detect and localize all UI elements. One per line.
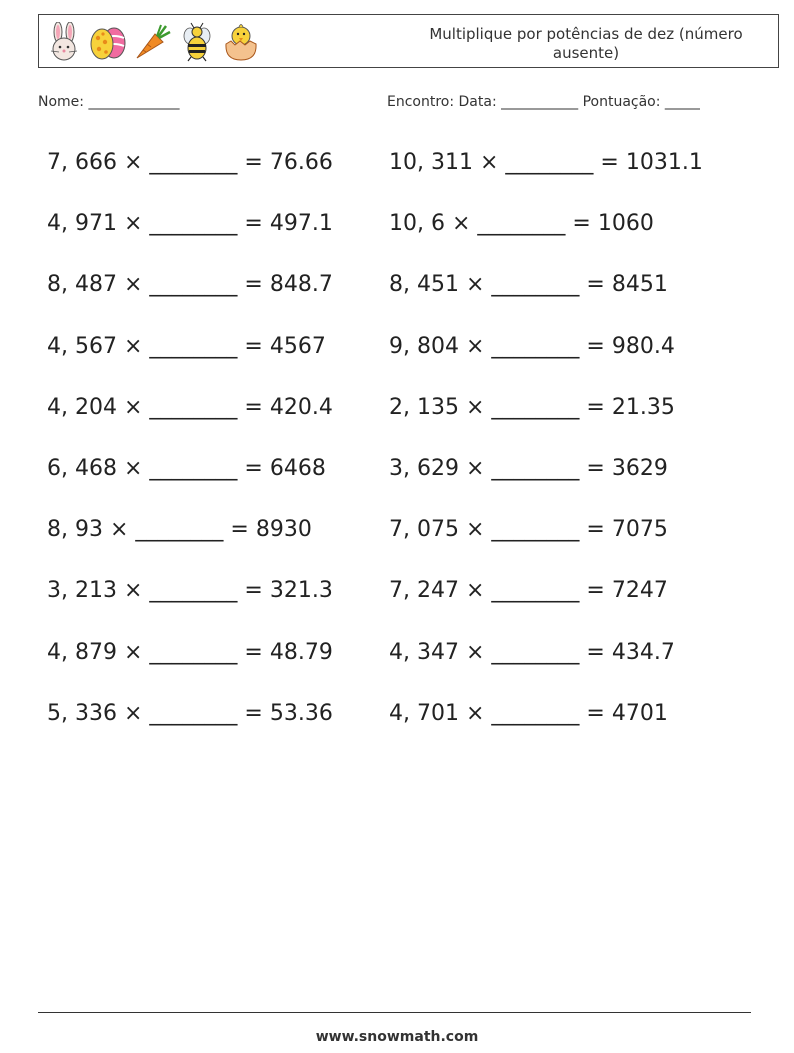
equals-symbol: = <box>600 150 619 175</box>
problem-result: 7247 <box>611 578 668 604</box>
answer-blank[interactable]: ________ <box>491 700 580 726</box>
problem-result: 497.1 <box>269 211 333 237</box>
problem-factor: 7, 666 <box>47 150 117 175</box>
equals-symbol: = <box>244 272 263 298</box>
problem-factor: 8, 487 <box>47 272 117 298</box>
answer-blank[interactable]: ________ <box>149 700 238 726</box>
problem-factor: 3, 629 <box>389 456 459 481</box>
times-symbol: × <box>465 578 485 604</box>
answer-blank[interactable]: ________ <box>491 394 580 420</box>
problem-result: 21.35 <box>611 394 675 420</box>
problem-factor: 4, 347 <box>389 639 459 665</box>
times-symbol: × <box>123 394 143 420</box>
problem-factor: 6, 468 <box>47 456 117 481</box>
problem-result: 1031.1 <box>625 150 703 175</box>
problem-row <box>389 150 703 176</box>
answer-blank[interactable]: ________ <box>149 456 238 481</box>
times-symbol: × <box>451 211 471 237</box>
problem-result: 4701 <box>611 700 668 726</box>
problem-row <box>389 211 654 237</box>
problem-result: 980.4 <box>611 333 675 359</box>
answer-blank[interactable]: ________ <box>149 578 238 604</box>
problem-result: 3629 <box>611 456 668 481</box>
times-symbol: × <box>465 333 485 359</box>
problem-factor: 5, 336 <box>47 700 117 726</box>
name-field: Nome: _____________ <box>38 94 180 110</box>
problem-result: 434.7 <box>611 639 675 665</box>
problem-factor: 7, 247 <box>389 578 459 604</box>
problem-row <box>47 640 333 666</box>
answer-blank[interactable]: ________ <box>149 394 238 420</box>
problem-row <box>389 456 668 482</box>
times-symbol: × <box>123 639 143 665</box>
answer-blank[interactable]: ________ <box>491 578 580 604</box>
answer-blank[interactable]: ________ <box>491 639 580 665</box>
times-symbol: × <box>465 639 485 665</box>
problem-result: 321.3 <box>269 578 333 604</box>
problem-result: 7075 <box>611 517 668 543</box>
problem-result: 8451 <box>611 272 668 298</box>
problem-row <box>47 272 333 298</box>
problem-result: 48.79 <box>269 639 333 665</box>
problem-factor: 9, 804 <box>389 333 459 359</box>
answer-blank[interactable]: ________ <box>149 272 238 298</box>
answer-blank[interactable]: ________ <box>149 211 238 237</box>
times-symbol: × <box>123 211 143 237</box>
date-score-field: Encontro: Data: ___________ Pontuação: _____ <box>387 94 700 110</box>
answer-blank[interactable]: ________ <box>491 333 580 359</box>
problem-factor: 2, 135 <box>389 394 459 420</box>
problem-factor: 8, 93 <box>47 517 103 543</box>
times-symbol: × <box>123 456 143 481</box>
problem-factor: 10, 6 <box>389 211 445 237</box>
equals-symbol: = <box>586 333 605 359</box>
problem-row <box>389 701 668 727</box>
problem-row <box>389 334 675 360</box>
problem-result: 53.36 <box>269 700 333 726</box>
problem-factor: 4, 879 <box>47 639 117 665</box>
worksheet-title: Multiplique por potências de dez (número ausente) <box>429 25 743 62</box>
equals-symbol: = <box>244 333 263 359</box>
problem-factor: 4, 567 <box>47 333 117 359</box>
problem-row <box>47 578 333 604</box>
equals-symbol: = <box>244 150 263 175</box>
problem-result: 4567 <box>269 333 326 359</box>
times-symbol: × <box>123 700 143 726</box>
times-symbol: × <box>109 517 129 543</box>
equals-symbol: = <box>586 578 605 604</box>
problem-row <box>47 334 326 360</box>
equals-symbol: = <box>244 211 263 237</box>
problem-factor: 4, 971 <box>47 211 117 237</box>
problem-result: 76.66 <box>269 150 333 175</box>
equals-symbol: = <box>244 700 263 726</box>
problem-row <box>47 517 312 543</box>
times-symbol: × <box>123 150 143 175</box>
problem-row <box>389 517 668 543</box>
answer-blank[interactable]: ________ <box>149 333 238 359</box>
equals-symbol: = <box>586 456 605 481</box>
answer-blank[interactable]: ________ <box>477 211 566 237</box>
answer-blank[interactable]: ________ <box>135 517 224 543</box>
problem-factor: 10, 311 <box>389 150 473 175</box>
times-symbol: × <box>479 150 499 175</box>
problem-row <box>47 395 333 421</box>
problem-factor: 4, 701 <box>389 700 459 726</box>
equals-symbol: = <box>244 394 263 420</box>
problem-result: 848.7 <box>269 272 333 298</box>
problem-result: 8930 <box>255 517 312 543</box>
answer-blank[interactable]: ________ <box>491 517 580 543</box>
times-symbol: × <box>465 394 485 420</box>
equals-symbol: = <box>586 272 605 298</box>
times-symbol: × <box>123 272 143 298</box>
equals-symbol: = <box>586 639 605 665</box>
problem-factor: 7, 075 <box>389 517 459 543</box>
problem-factor: 3, 213 <box>47 578 117 604</box>
problem-row <box>47 150 333 176</box>
equals-symbol: = <box>244 578 263 604</box>
times-symbol: × <box>465 456 485 481</box>
answer-blank[interactable]: ________ <box>149 639 238 665</box>
problem-row <box>389 395 675 421</box>
answer-blank[interactable]: ________ <box>149 150 238 175</box>
equals-symbol: = <box>244 456 263 481</box>
footer-site: www.snowmath.com <box>315 1029 479 1045</box>
equals-symbol: = <box>586 517 605 543</box>
times-symbol: × <box>465 272 485 298</box>
equals-symbol: = <box>586 700 605 726</box>
equals-symbol: = <box>244 639 263 665</box>
equals-symbol: = <box>230 517 249 543</box>
problem-row <box>47 211 333 237</box>
times-symbol: × <box>123 578 143 604</box>
problem-row <box>389 640 675 666</box>
equals-symbol: = <box>572 211 591 237</box>
times-symbol: × <box>123 333 143 359</box>
problem-row <box>389 272 668 298</box>
answer-blank[interactable]: ________ <box>491 456 580 481</box>
answer-blank[interactable]: ________ <box>491 272 580 298</box>
problem-result: 1060 <box>597 211 654 237</box>
times-symbol: × <box>465 517 485 543</box>
answer-blank[interactable]: ________ <box>505 150 594 175</box>
problem-row <box>47 701 333 727</box>
problem-factor: 8, 451 <box>389 272 459 298</box>
footer-divider <box>38 1012 751 1013</box>
times-symbol: × <box>465 700 485 726</box>
problem-factor: 4, 204 <box>47 394 117 420</box>
problem-row <box>47 456 326 482</box>
problem-result: 420.4 <box>269 394 333 420</box>
problem-result: 6468 <box>269 456 326 481</box>
problem-row <box>389 578 668 604</box>
equals-symbol: = <box>586 394 605 420</box>
